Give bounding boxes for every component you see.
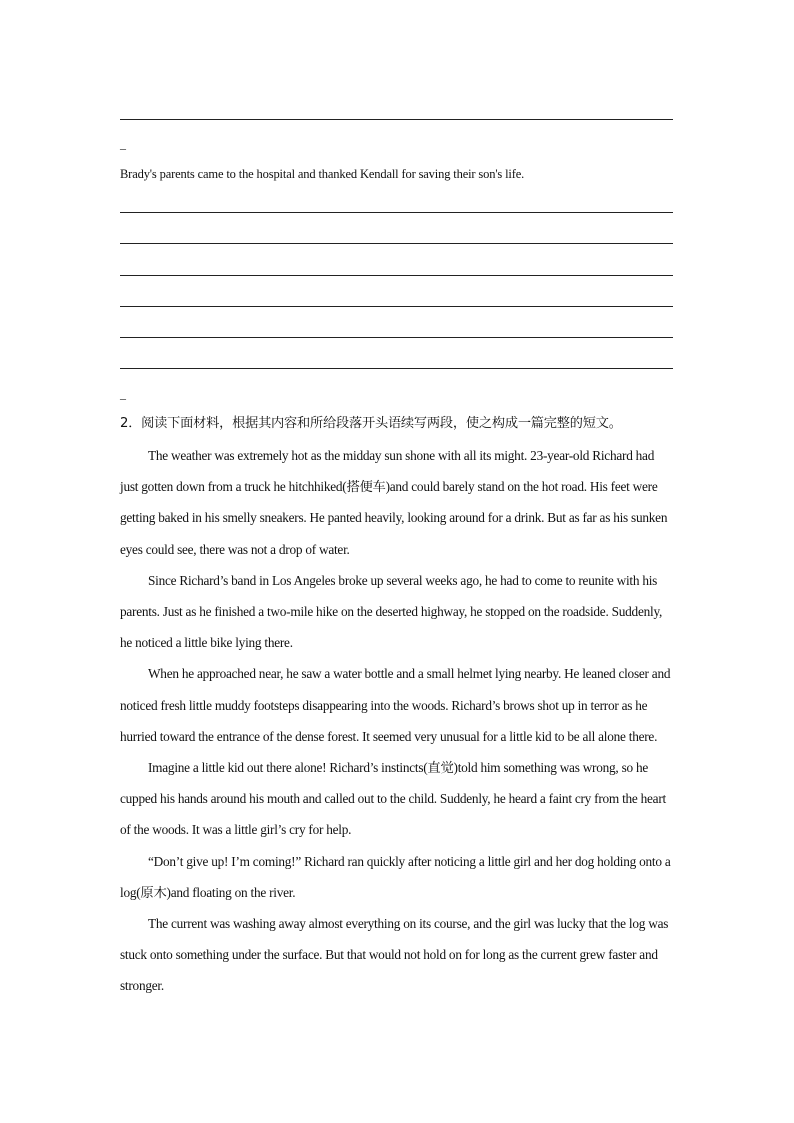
passage-paragraph: Imagine a little kid out there alone! Richard’s instincts(直觉)told him something was wrong, so he cupped his hands around his mouth and called out to the child. Suddenly, he heard a faint cry from the heart of the woods. It was a little girl’s cry for help.	[120, 760, 666, 838]
passage-paragraph: The current was washing away almost everything on its course, and the girl was lucky that the log was stuck onto something under the surface. But that would not hold on for long as the current grew faster and stronger.	[120, 916, 669, 994]
line-dash: –	[120, 391, 126, 405]
writing-line	[120, 306, 673, 307]
writing-line	[120, 119, 673, 120]
writing-line	[120, 337, 673, 338]
passage-paragraph: “Don’t give up! I’m coming!” Richard ran quickly after noticing a little girl and her dog holding onto a log(原木)and floating on the river.	[120, 853, 671, 900]
passage-paragraph: When he approached near, he saw a water bottle and a small helmet lying nearby. He leaned closer and noticed fresh little muddy footsteps disappearing into the woods. Richard’s brows shot up in terror as he hurried toward the entrance of the dense forest. It seemed very unusual for a little kid to be all alone there.	[120, 666, 671, 744]
question-heading: 2．阅读下面材料，根据其内容和所给段落开头语续写两段，使之构成一篇完整的短文。	[120, 416, 622, 431]
passage-paragraph: The weather was extremely hot as the midday sun shone with all its might. 23-year-old Richard had just gotten down from a truck he hitchhiked(搭便车)and could barely stand on the hot road. His feet were getting baked in his smelly sneakers. He panted heavily, looking around for a drink. But as far as his sunken eyes could see, there was not a drop of water.	[120, 448, 668, 557]
writing-line	[120, 243, 673, 244]
reading-passage	[120, 440, 672, 1002]
writing-line	[120, 368, 673, 369]
writing-line	[120, 275, 673, 276]
line-dash: –	[120, 141, 126, 155]
prompt-sentence: Brady's parents came to the hospital and thanked Kendall for saving their son's life.	[120, 167, 525, 181]
writing-line	[120, 212, 673, 213]
passage-paragraph: Since Richard’s band in Los Angeles broke up several weeks ago, he had to come to reunite with his parents. Just as he finished a two-mile hike on the deserted highway, he stopped on the roadside. Suddenly, he noticed a little bike lying there.	[120, 572, 663, 651]
